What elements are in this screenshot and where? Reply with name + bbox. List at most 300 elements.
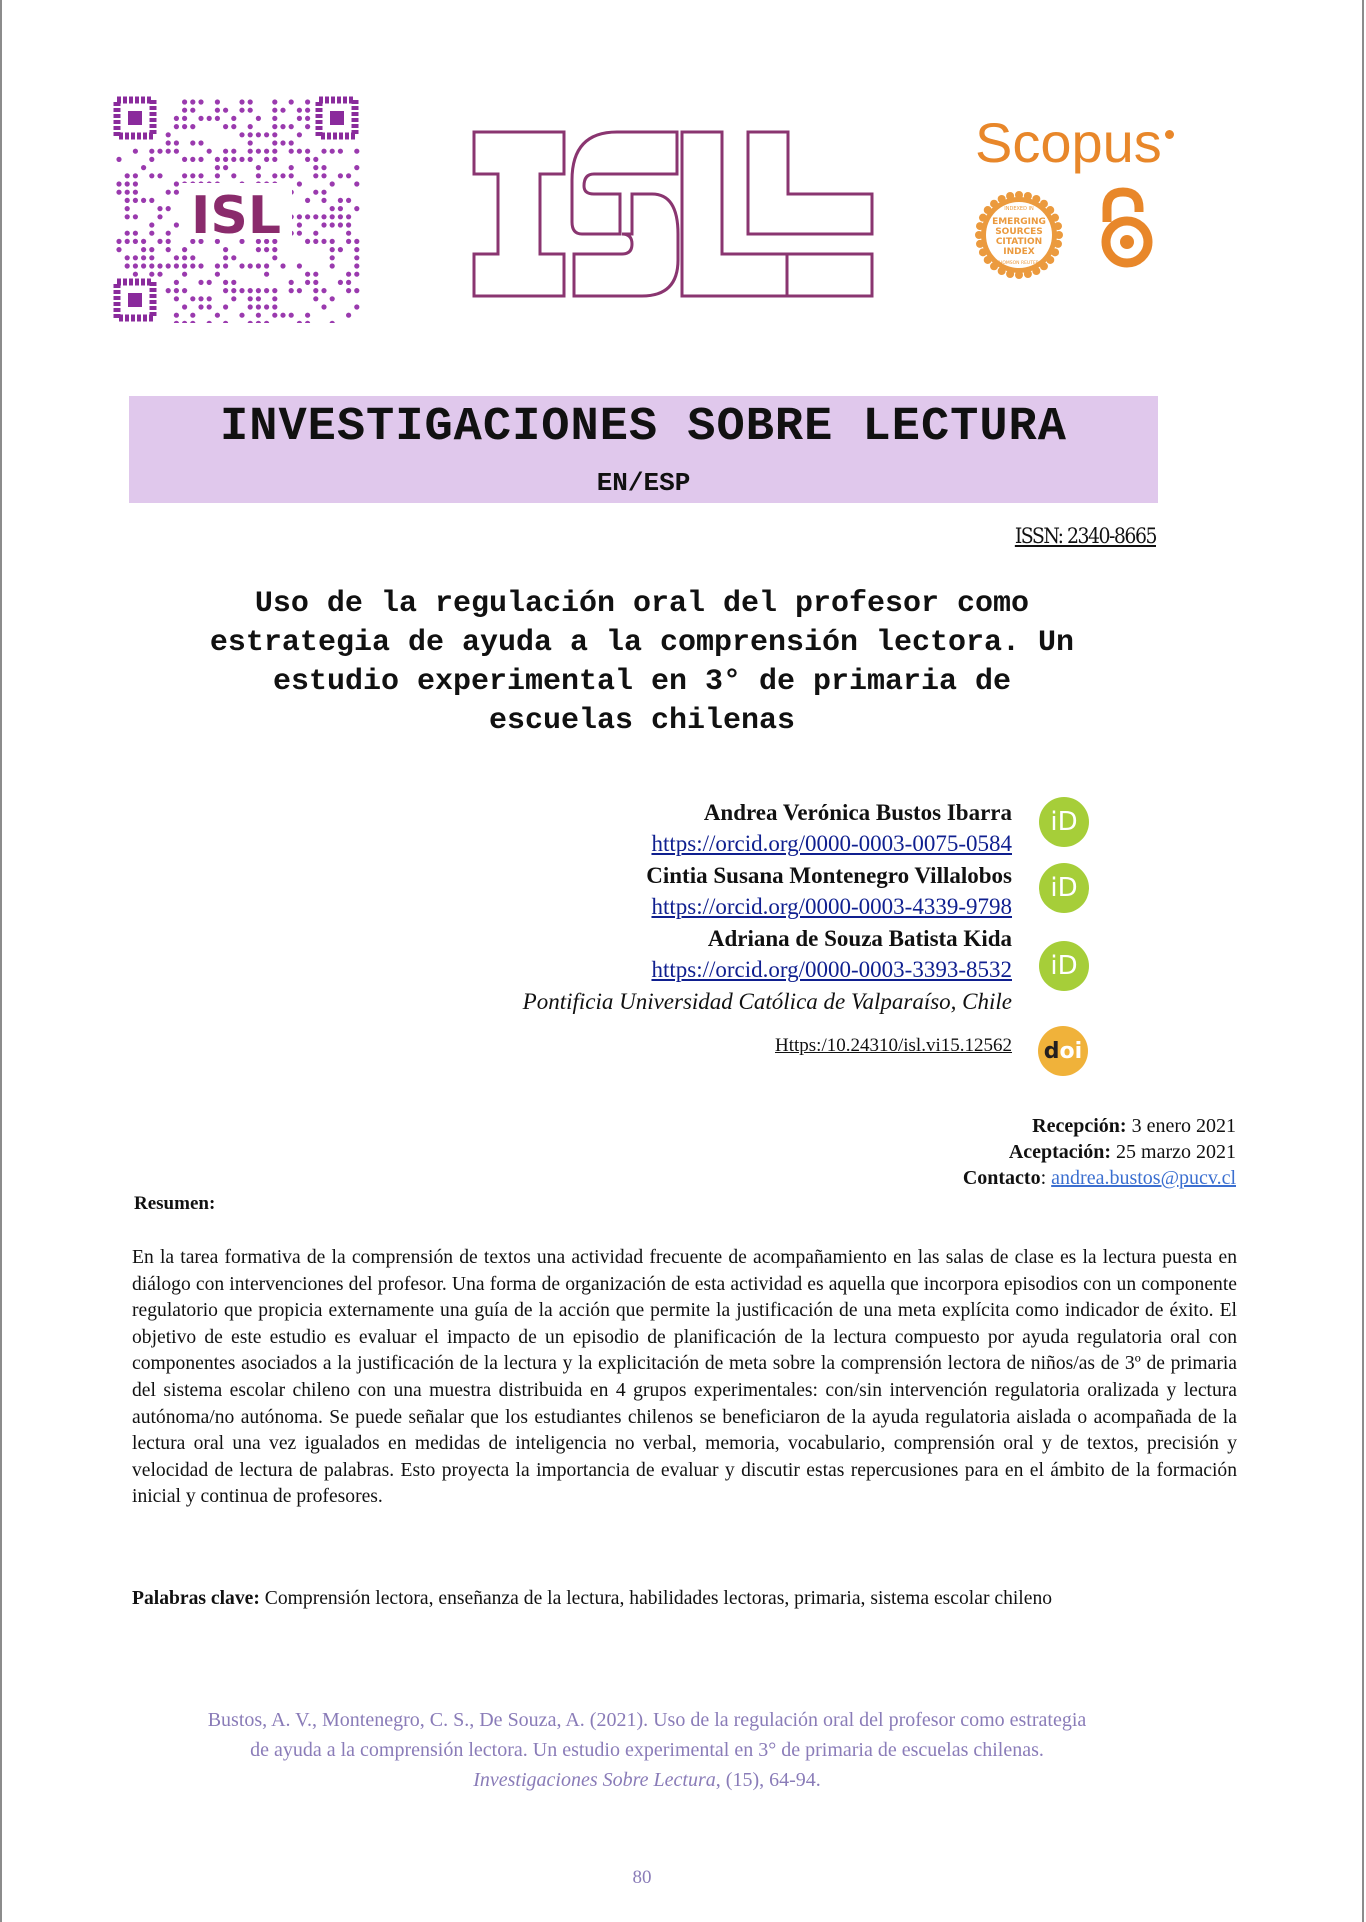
qr-module: [330, 149, 335, 154]
qr-module: [313, 272, 318, 277]
qr-module: [116, 239, 121, 244]
qr-module: [174, 116, 179, 121]
qr-module: [223, 263, 228, 268]
qr-module: [256, 132, 261, 137]
qr-module: [174, 313, 179, 318]
qr-module: [207, 304, 212, 309]
qr-module: [248, 321, 253, 323]
dates-block: [852, 1113, 1236, 1191]
citation: [122, 1705, 1172, 1795]
qr-module: [223, 304, 228, 309]
qr-module: [190, 263, 195, 268]
qr-module: [264, 132, 269, 137]
qr-module: [198, 304, 203, 309]
qr-module: [223, 157, 228, 162]
qr-module: [174, 124, 179, 129]
qr-module: [305, 99, 310, 104]
qr-module: [354, 239, 359, 244]
qr-module: [289, 149, 294, 154]
qr-module: [338, 173, 343, 178]
qr-module: [174, 255, 179, 260]
affiliation: Pontificia Universidad Católica de Valparaíso, Chile: [522, 989, 1012, 1014]
qr-module: [248, 304, 253, 309]
qr-module: [149, 157, 154, 162]
qr-module: [182, 288, 187, 293]
qr-module: [354, 272, 359, 277]
qr-module: [223, 247, 228, 252]
qr-module: [182, 108, 187, 113]
qr-module: [125, 181, 130, 186]
qr-module: [231, 280, 236, 285]
qr-module: [289, 313, 294, 318]
qr-module: [313, 157, 318, 162]
qr-module: [215, 116, 220, 121]
qr-module: [297, 181, 302, 186]
qr-module: [297, 108, 302, 113]
doi-icon[interactable]: [1038, 1026, 1088, 1076]
qr-module: [256, 313, 261, 318]
qr-module: [289, 140, 294, 145]
author-name: Andrea Verónica Bustos Ibarra: [703, 800, 1012, 825]
qr-module: [149, 272, 154, 277]
qr-module: [174, 280, 179, 285]
qr-module: [354, 247, 359, 252]
qr-module: [272, 99, 277, 104]
qr-module: [198, 157, 203, 162]
journal-language: EN/ESP: [596, 468, 691, 498]
qr-module: [280, 313, 285, 318]
qr-module: [289, 99, 294, 104]
qr-module: [182, 321, 187, 323]
qr-module: [305, 124, 310, 129]
qr-module: [157, 272, 162, 277]
qr-module: [239, 157, 244, 162]
qr-module: [248, 288, 253, 293]
qr-module: [354, 255, 359, 260]
qr-module: [264, 247, 269, 252]
qr-module: [289, 288, 294, 293]
qr-module: [215, 157, 220, 162]
qr-module: [321, 165, 326, 170]
qr-module: [272, 157, 277, 162]
qr-module: [313, 190, 318, 195]
qr-module: [116, 157, 121, 162]
qr-module: [166, 288, 171, 293]
qr-module: [207, 321, 212, 323]
qr-module: [141, 255, 146, 260]
qr-module: [272, 255, 277, 260]
qr-module: [166, 206, 171, 211]
qr-module: [239, 108, 244, 113]
keywords-text: Comprensión lectora, enseñanza de la lectura, habilidades lectoras, primaria, sistema escolar chileno: [264, 1588, 1053, 1609]
qr-module: [174, 263, 179, 268]
qr-module: [207, 116, 212, 121]
qr-module: [305, 198, 310, 203]
qr-module: [149, 263, 154, 268]
qr-module: [256, 165, 261, 170]
qr-module: [297, 263, 302, 268]
qr-module: [133, 272, 138, 277]
qr-module: [313, 165, 318, 170]
qr-module: [157, 214, 162, 219]
qr-module: [125, 206, 130, 211]
qr-module: [338, 206, 343, 211]
qr-module: [125, 239, 130, 244]
qr-module: [305, 214, 310, 219]
qr-module: [297, 231, 302, 236]
qr-module: [157, 173, 162, 178]
qr-module: [346, 198, 351, 203]
qr-module: [239, 313, 244, 318]
qr-module: [346, 288, 351, 293]
qr-module: [289, 124, 294, 129]
qr-module: [338, 214, 343, 219]
qr-module: [116, 181, 121, 186]
author-name: Adriana de Souza Batista Kida: [707, 926, 1012, 951]
qr-module: [239, 263, 244, 268]
qr-module: [223, 124, 228, 129]
qr-module: [149, 222, 154, 227]
qr-module: [289, 280, 294, 285]
qr-module: [231, 173, 236, 178]
qr-module: [256, 288, 261, 293]
qr-module: [297, 132, 302, 137]
qr-module: [264, 149, 269, 154]
article-title-line: estrategia de ayuda a la comprensión lectora. Un: [209, 626, 1075, 660]
qr-logo-text: ISL: [191, 186, 281, 246]
qr-module: [330, 263, 335, 268]
qr-module: [166, 247, 171, 252]
article-title-line: estudio experimental en 3° de primaria de: [272, 665, 1012, 699]
qr-module: [256, 263, 261, 268]
qr-module: [297, 288, 302, 293]
qr-module: [133, 198, 138, 203]
qr-module: [321, 222, 326, 227]
qr-module: [330, 296, 335, 301]
qr-module: [166, 263, 171, 268]
qr-module: [346, 239, 351, 244]
qr-module: [125, 198, 130, 203]
qr-module: [198, 296, 203, 301]
acceptance-label: Aceptación:: [1008, 1141, 1112, 1163]
qr-module: [346, 231, 351, 236]
qr-module: [305, 272, 310, 277]
page-number: 80: [632, 1867, 652, 1888]
qr-module: [125, 263, 130, 268]
registered-mark-icon: [1165, 130, 1174, 139]
qr-module: [256, 304, 261, 309]
qr-module: [256, 247, 261, 252]
qr-module: [231, 288, 236, 293]
qr-module: [141, 239, 146, 244]
qr-module: [157, 149, 162, 154]
qr-module: [215, 313, 220, 318]
qr-module: [272, 173, 277, 178]
qr-module: [215, 108, 220, 113]
qr-module: [182, 116, 187, 121]
qr-module: [231, 296, 236, 301]
qr-module: [313, 173, 318, 178]
qr-module: [256, 296, 261, 301]
qr-module: [321, 173, 326, 178]
qr-module: [330, 255, 335, 260]
journal-title: INVESTIGACIONES SOBRE LECTURA: [220, 401, 1067, 454]
qr-module: [149, 198, 154, 203]
qr-module: [248, 108, 253, 113]
qr-module: [354, 304, 359, 309]
qr-module: [272, 108, 277, 113]
qr-module: [346, 173, 351, 178]
citation-volume-pages: , (15), 64-94.: [715, 1769, 821, 1791]
qr-module: [272, 140, 277, 145]
qr-module: [248, 132, 253, 137]
article-title-line: Uso de la regulación oral del profesor como: [254, 587, 1030, 621]
qr-module: [182, 263, 187, 268]
qr-module: [149, 149, 154, 154]
qr-module: [330, 206, 335, 211]
qr-module: [330, 321, 335, 323]
qr-module: [166, 231, 171, 236]
qr-module: [125, 255, 130, 260]
qr-module: [297, 149, 302, 154]
qr-module: [321, 149, 326, 154]
qr-module: [264, 272, 269, 277]
qr-module: [289, 173, 294, 178]
qr-module: [338, 149, 343, 154]
qr-module: [248, 296, 253, 301]
author-orcid-link[interactable]: https://orcid.org/0000-0003-4339-9798: [651, 894, 1012, 919]
qr-module: [223, 321, 228, 323]
qr-module: [149, 173, 154, 178]
qr-module: [174, 190, 179, 195]
qr-module: [248, 263, 253, 268]
author-orcid-link[interactable]: https://orcid.org/0000-0003-0075-0584: [651, 831, 1012, 856]
qr-module: [190, 321, 195, 323]
qr-module: [157, 239, 162, 244]
qr-module: [338, 247, 343, 252]
qr-module: [166, 190, 171, 195]
scopus-logo: Scopus: [975, 111, 1162, 174]
qr-module: [264, 321, 269, 323]
qr-module: [198, 263, 203, 268]
qr-module: [198, 140, 203, 145]
qr-module: [190, 99, 195, 104]
qr-module: [330, 247, 335, 252]
qr-module: [313, 231, 318, 236]
qr-module: [231, 149, 236, 154]
qr-module: [215, 272, 220, 277]
qr-module: [149, 231, 154, 236]
abstract-heading: Resumen:: [134, 1193, 216, 1214]
qr-module: [264, 157, 269, 162]
qr-module: [231, 157, 236, 162]
author-orcid-link[interactable]: https://orcid.org/0000-0003-3393-8532: [651, 957, 1012, 982]
qr-module: [297, 222, 302, 227]
qr-code: [112, 95, 360, 323]
qr-module: [149, 255, 154, 260]
qr-module: [305, 108, 310, 113]
qr-module: [321, 288, 326, 293]
qr-module: [305, 116, 310, 121]
qr-module: [207, 296, 212, 301]
esci-line: CITATION: [995, 237, 1043, 247]
qr-module: [248, 140, 253, 145]
qr-module: [321, 190, 326, 195]
qr-module: [223, 280, 228, 285]
qr-module: [133, 149, 138, 154]
esci-bottom-text: THOMSON REUTERS: [996, 261, 1042, 266]
qr-module: [182, 247, 187, 252]
orcid-icon[interactable]: iD: [1039, 941, 1089, 991]
qr-module: [280, 124, 285, 129]
reception-date: [852, 1113, 1236, 1139]
qr-module: [313, 280, 318, 285]
orcid-icon[interactable]: iD: [1039, 797, 1089, 847]
qr-module: [297, 321, 302, 323]
abstract-text: En la tarea formativa de la comprensión de textos una actividad frecuente de acompañamiento en las salas de clase es la lectura puesta en diálogo con intervenciones del profesor. Una forma de organización de esta actividad es aquella que incorpora episodios con un componente regulatorio que propicia externamente una guía de la acción que permite la justificación de una meta explícita como indicador de éxito. El objetivo de este estudio es evaluar el impacto de un episodio de planificación de la lectura compuesto por ayuda regulatoria oral con componentes asociados a la justificación de la lectura y la explicitación de meta sobre la comprensión lectora de niños/as de 3º de primaria del sistema escolar chileno con una muestra distribuida en 4 grupos experimentales: con/sin intervención regulatoria oralizada y lectura autónoma/no autónoma. Se puede señalar que los estudiantes chilenos se beneficiaron de la ayuda regulatoria aislada o acompañada de la lectura oral una vez igualados en medidas de inteligencia no verbal, memoria, vocabulario, comprensión oral y de textos, precisión y velocidad de lectura de palabras. Esto proyecta la importancia de evaluar y discutir estas repercusiones para en el ámbito de la formación inicial y continua de profesores.: [132, 1247, 1237, 1508]
qr-module: [256, 173, 261, 178]
citation-line: Bustos, A. V., Montenegro, C. S., De Souza, A. (2021). Uso de la regulación oral del profesor como estrategia: [207, 1709, 1087, 1731]
qr-module: [198, 173, 203, 178]
qr-module: [305, 157, 310, 162]
qr-module: [190, 296, 195, 301]
doi-icon-d: d: [1043, 1038, 1060, 1064]
qr-module: [280, 140, 285, 145]
issn-link[interactable]: ISSN: 2340-8665: [1014, 524, 1156, 548]
qr-module: [174, 222, 179, 227]
qr-module: [182, 255, 187, 260]
qr-module: [215, 263, 220, 268]
qr-module: [330, 214, 335, 219]
esci-line: EMERGING: [992, 217, 1046, 227]
qr-module: [182, 157, 187, 162]
qr-module: [125, 214, 130, 219]
qr-module: [248, 157, 253, 162]
qr-module: [354, 181, 359, 186]
citation-line: [122, 1765, 1172, 1795]
qr-module: [272, 296, 277, 301]
qr-module: [215, 99, 220, 104]
qr-module: [346, 214, 351, 219]
qr-module: [125, 190, 130, 195]
qr-module: [166, 140, 171, 145]
qr-module: [272, 132, 277, 137]
contact: Contacto: andrea.bustos@pucv.cl: [962, 1167, 1236, 1189]
open-access-icon: [1097, 186, 1157, 268]
qr-module: [174, 296, 179, 301]
qr-module: [354, 288, 359, 293]
article-title-line: escuelas chilenas: [488, 704, 796, 738]
qr-module: [354, 149, 359, 154]
qr-module: [321, 239, 326, 244]
qr-module: [264, 288, 269, 293]
qr-module: [133, 181, 138, 186]
qr-module: [182, 173, 187, 178]
qr-module: [116, 247, 121, 252]
qr-module: [346, 280, 351, 285]
keywords-label: Palabras clave:: [132, 1588, 260, 1609]
qr-module: [346, 222, 351, 227]
esci-line: SOURCES: [995, 227, 1043, 237]
qr-module: [272, 304, 277, 309]
contact-email-link[interactable]: andrea.bustos@pucv.cl: [1051, 1167, 1236, 1189]
qr-module: [116, 190, 121, 195]
qr-module: [141, 165, 146, 170]
qr-module: [231, 124, 236, 129]
citation-line: de ayuda a la comprensión lectora. Un estudio experimental en 3° de primaria de escuelas chilenas.: [250, 1739, 1044, 1761]
qr-module: [280, 263, 285, 268]
qr-module: [297, 214, 302, 219]
qr-module: [133, 173, 138, 178]
qr-module: [239, 132, 244, 137]
qr-module: [207, 149, 212, 154]
qr-module: [190, 157, 195, 162]
esci-top-text: INDEXED IN: [1004, 206, 1034, 212]
qr-module: [264, 263, 269, 268]
qr-module: [133, 231, 138, 236]
qr-module: [174, 140, 179, 145]
qr-module: [190, 173, 195, 178]
qr-module: [248, 124, 253, 129]
qr-module: [182, 304, 187, 309]
qr-module: [338, 198, 343, 203]
acceptance-value: 25 marzo 2021: [1116, 1141, 1236, 1163]
qr-module: [133, 239, 138, 244]
qr-module: [313, 239, 318, 244]
qr-module: [198, 280, 203, 285]
qr-module: [289, 165, 294, 170]
qr-module: [207, 280, 212, 285]
qr-module: [174, 149, 179, 154]
qr-module: [125, 173, 130, 178]
qr-module: [272, 124, 277, 129]
qr-module: [174, 321, 179, 323]
qr-module: [174, 288, 179, 293]
keywords: [132, 1588, 1237, 1610]
qr-module: [157, 206, 162, 211]
orcid-icon[interactable]: iD: [1039, 863, 1089, 913]
qr-module: [338, 222, 343, 227]
qr-module: [248, 99, 253, 104]
qr-module: [133, 255, 138, 260]
qr-module: [231, 116, 236, 121]
qr-module: [272, 116, 277, 121]
qr-module: [166, 132, 171, 137]
qr-module: [305, 321, 310, 323]
qr-module: [157, 263, 162, 268]
qr-module: [354, 206, 359, 211]
doi-link[interactable]: Https:/10.24310/isl.vi15.12562: [775, 1035, 1012, 1056]
qr-module: [190, 313, 195, 318]
qr-module: [305, 313, 310, 318]
qr-module: [190, 108, 195, 113]
qr-module: [174, 181, 179, 186]
qr-module: [166, 239, 171, 244]
qr-module: [346, 272, 351, 277]
qr-module: [239, 288, 244, 293]
qr-module: [149, 247, 154, 252]
qr-module: [321, 214, 326, 219]
qr-module: [231, 255, 236, 260]
qr-module: [223, 255, 228, 260]
qr-module: [133, 214, 138, 219]
qr-module: [330, 222, 335, 227]
qr-module: [141, 247, 146, 252]
acceptance-date: [852, 1139, 1236, 1165]
qr-module: [190, 124, 195, 129]
qr-module: [313, 288, 318, 293]
qr-module: [305, 280, 310, 285]
